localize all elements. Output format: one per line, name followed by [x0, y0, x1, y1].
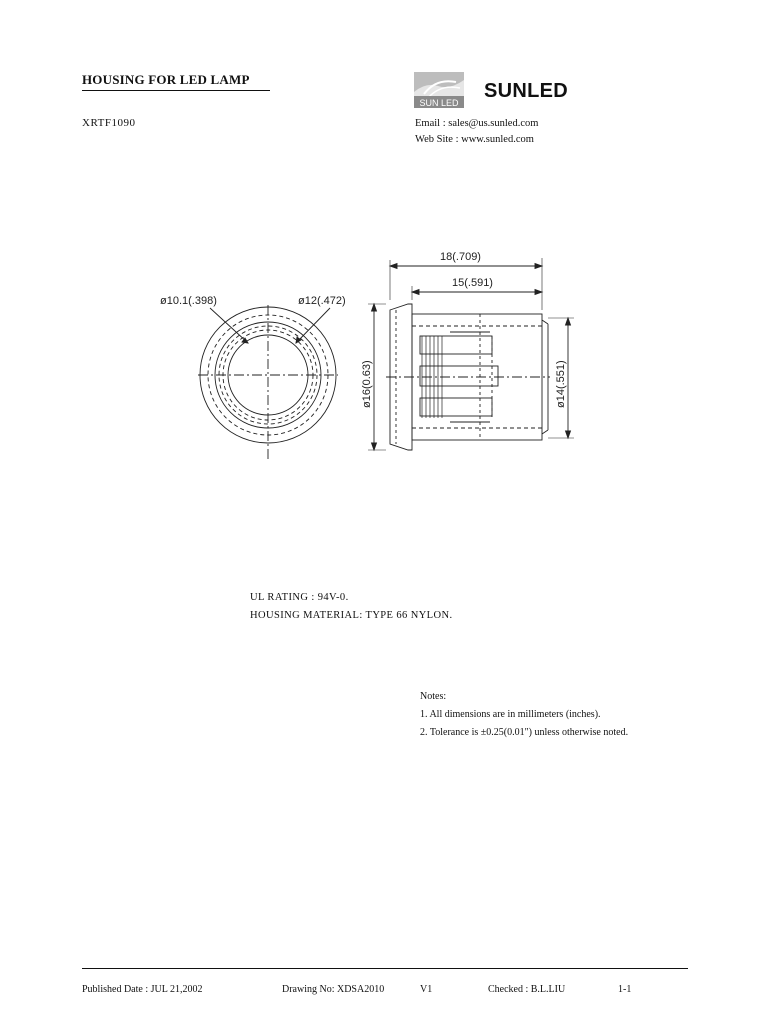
sunled-logo	[414, 72, 464, 108]
note-item: 2. Tolerance is ±0.25(0.01") unless otherwise noted.	[420, 727, 629, 738]
front-view	[198, 305, 338, 462]
dim-flange-diameter: ø16(0.63)	[361, 360, 373, 408]
document-title: HOUSING FOR LED LAMP	[82, 72, 250, 87]
dim-overall-length: 18(.709)	[440, 251, 481, 263]
title-underline	[82, 90, 270, 91]
spec-block	[250, 589, 452, 625]
contact-website: Web Site : www.sunled.com	[415, 134, 534, 145]
checked-by: Checked : B.L.LIU	[488, 984, 566, 995]
brand-name: SUNLED	[484, 80, 569, 102]
published-date: Published Date : JUL 21,2002	[82, 984, 203, 995]
drawing-number: Drawing No: XDSA2010	[282, 984, 385, 995]
housing-material: HOUSING MATERIAL: TYPE 66 NYLON.	[250, 610, 453, 621]
ul-rating: UL RATING : 94V-0.	[250, 592, 349, 603]
contact-email: Email : sales@us.sunled.com	[415, 118, 539, 129]
notes-heading: Notes:	[420, 691, 447, 702]
footer-divider	[82, 968, 688, 969]
logo-text: SUN LED	[419, 98, 459, 108]
part-number: XRTF1090	[82, 117, 136, 129]
dim-body-diameter: ø14(.551)	[555, 360, 567, 408]
dim-body-length: 15(.591)	[452, 277, 493, 289]
page-number: 1-1	[618, 984, 632, 995]
note-item: 1. All dimensions are in millimeters (inches).	[420, 709, 601, 720]
technical-drawing	[150, 240, 590, 470]
version: V1	[420, 984, 433, 995]
dim-front-outer-diameter: ø12(.472)	[298, 295, 346, 307]
dim-inner-diameter: ø10.1(.398)	[160, 295, 217, 307]
notes-block	[420, 688, 628, 742]
